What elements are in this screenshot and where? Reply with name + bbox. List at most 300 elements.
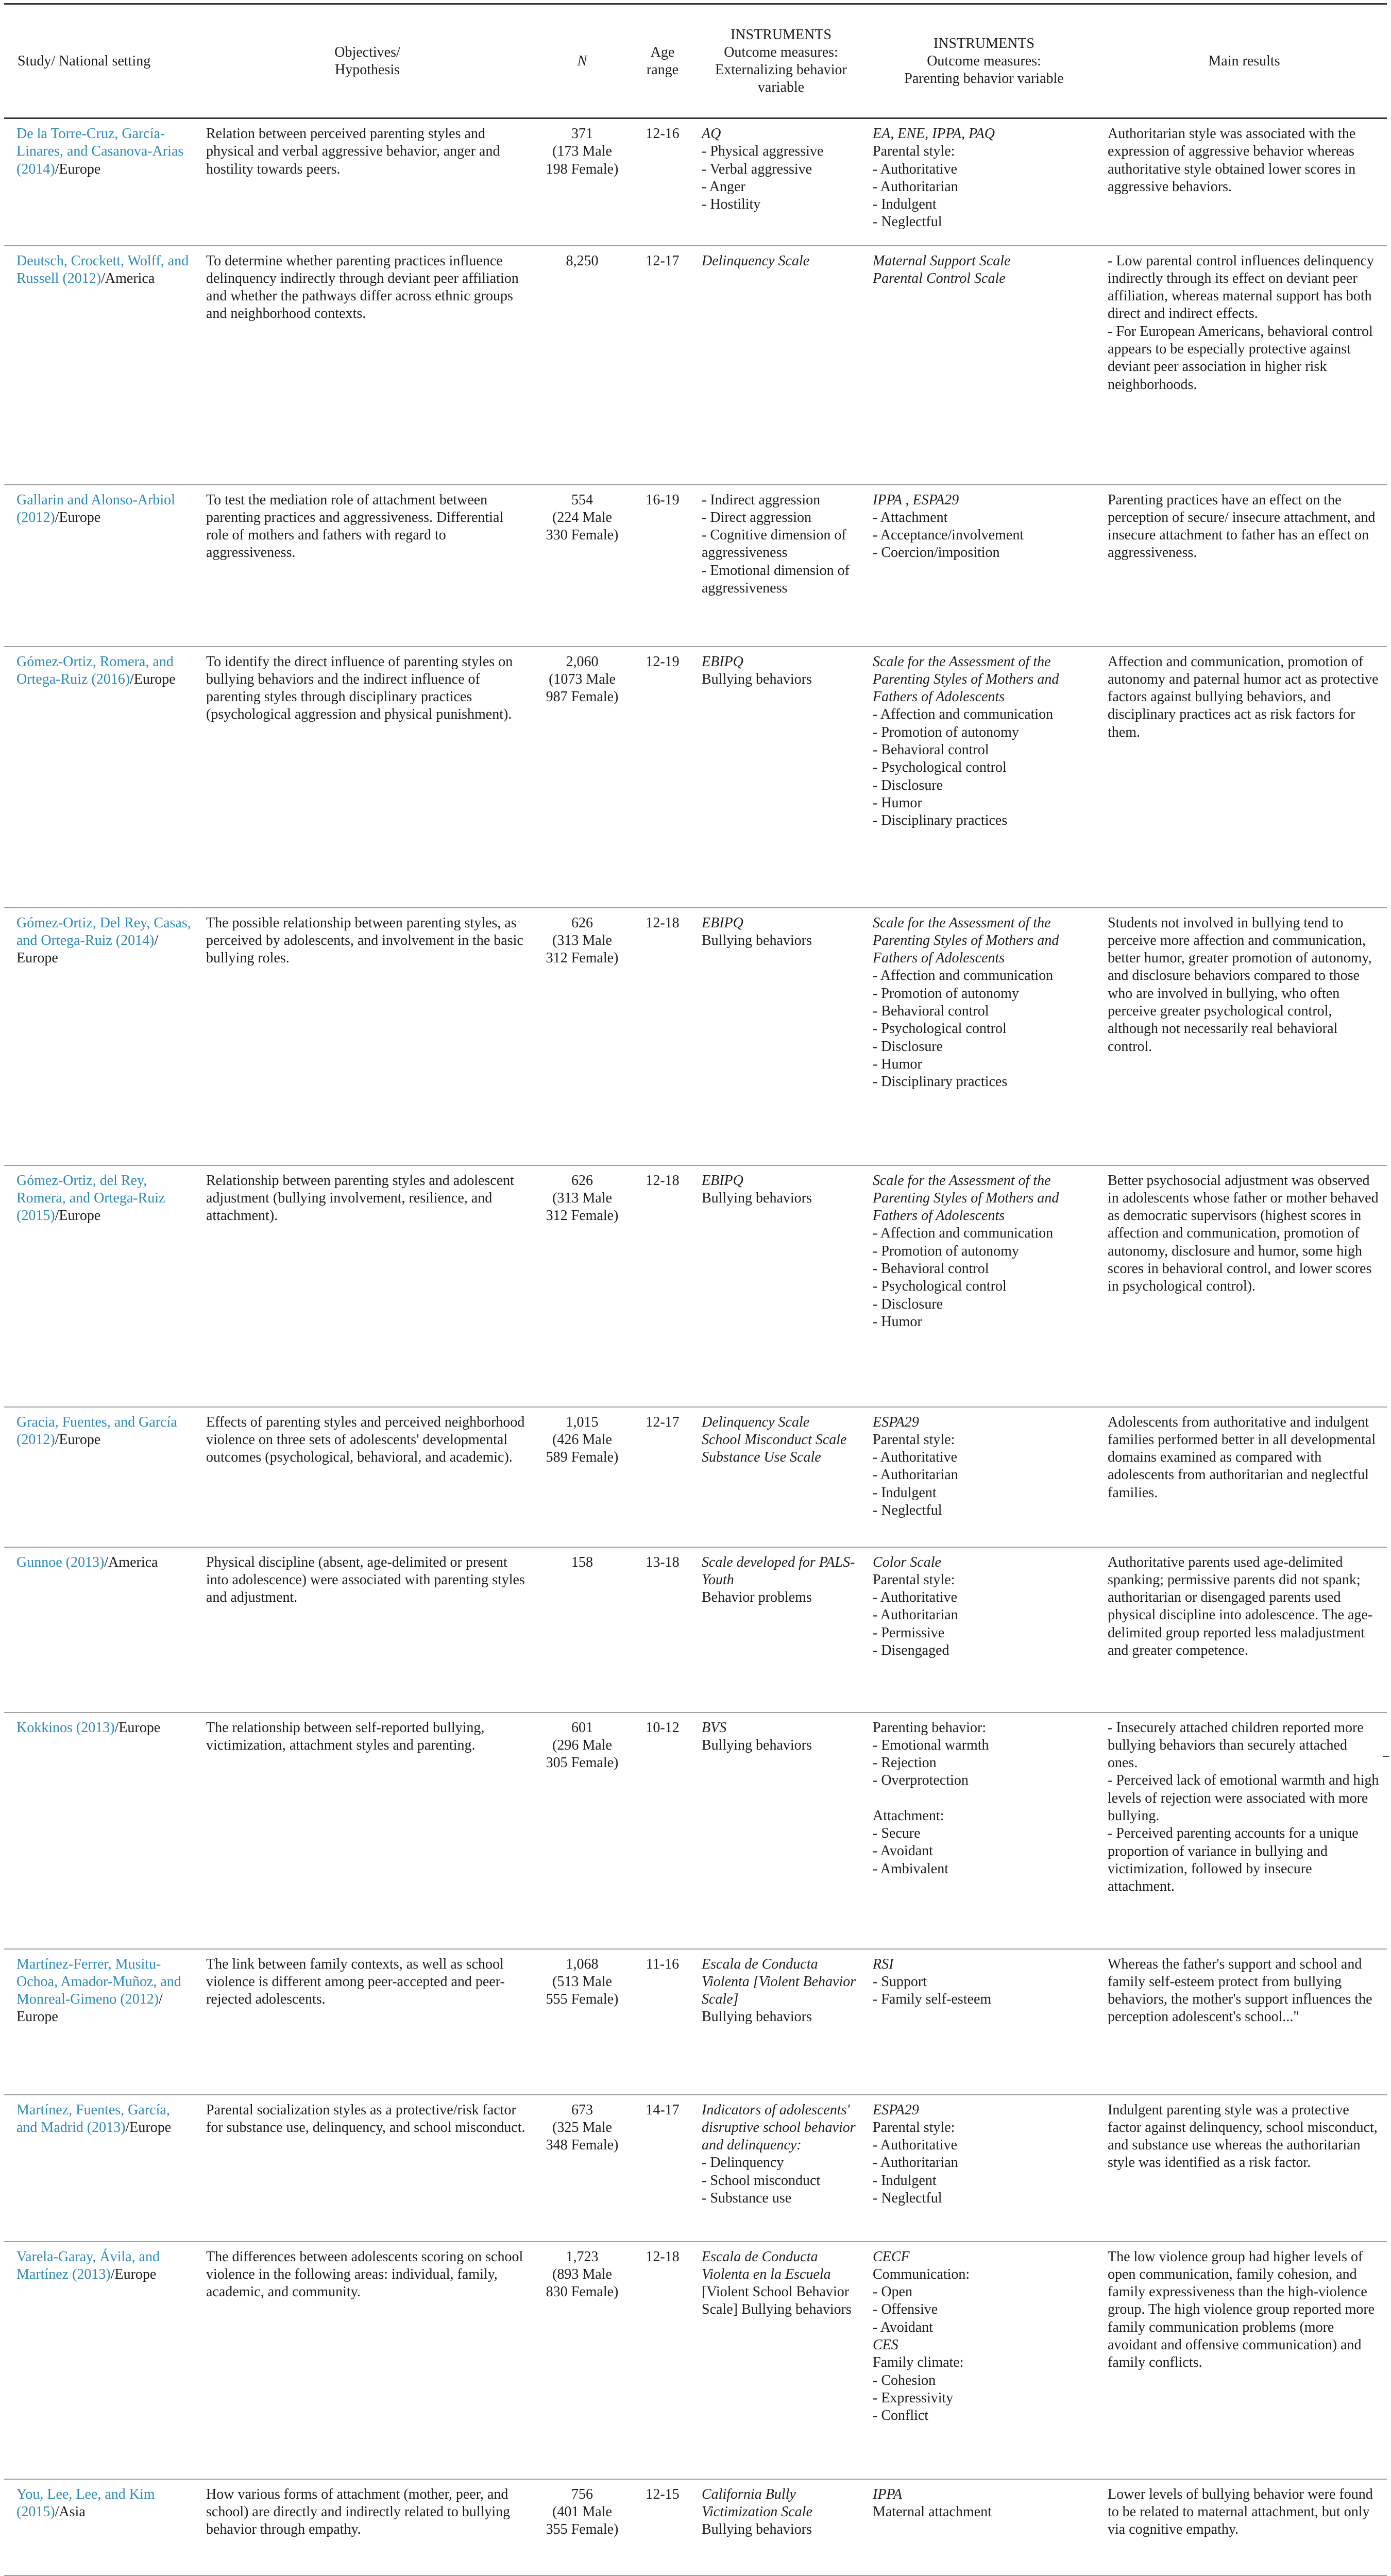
outcome-measure-line: - Anger	[702, 178, 745, 195]
parenting-measure-line: - Acceptance/involvement	[873, 527, 1024, 544]
parenting-measure-line: - Disclosure	[873, 1296, 943, 1312]
header-n: N	[535, 4, 630, 118]
outcome-measure-line: Escala de Conducta Violenta en la Escuela	[702, 2248, 831, 2282]
sample-size-cell	[535, 246, 630, 485]
main-result-paragraph: Parenting practices have an effect on the perception of secure/ insecure attachment, and insecure attachment to father has an effect on aggressiveness.	[1108, 492, 1376, 561]
objective-cell: Relationship between parenting styles and adolescent adjustment (bullying involvement, resilience, and attachment).	[200, 1165, 535, 1407]
header-parenting-line: Outcome measures:	[927, 53, 1041, 69]
outcome-measure-line: - Indirect aggression	[702, 492, 821, 508]
parenting-measure-line: IPPA , ESPA29	[873, 492, 959, 508]
outcome-measure-line: - Emotional dimension of aggressiveness	[702, 562, 850, 596]
sample-size-cell	[535, 908, 630, 1165]
outcome-measure-line: - School misconduct	[702, 2172, 821, 2189]
outcome-measures-cell	[696, 908, 867, 1165]
parenting-measure-line: IPPA	[873, 2486, 903, 2502]
age-range-cell: 12-19	[630, 647, 696, 908]
main-result-paragraph: Authoritarian style was associated with the expression of aggressive behavior whereas authoritative style obtained lower scores in aggressive behaviors.	[1108, 126, 1356, 195]
table-row	[4, 2479, 1387, 2575]
study-authors-link[interactable]: Gallarin and Alonso-Arbiol (2012)	[16, 492, 175, 526]
outcome-measure-line: School Misconduct Scale	[702, 1431, 847, 1448]
parenting-measure-line: - Authoritative	[873, 1589, 958, 1606]
study-authors-link[interactable]: Gunnoe (2013)	[16, 1554, 105, 1570]
main-results-cell	[1101, 246, 1387, 485]
parenting-measure-line: - Family self-esteem	[873, 1991, 992, 2008]
outcome-measure-line: EBIPQ	[702, 1172, 743, 1189]
sample-size-line: 198 Female)	[546, 161, 619, 177]
outcome-measure-line: EBIPQ	[702, 914, 743, 931]
parenting-measure-line: RSI	[873, 1956, 894, 1972]
main-result-paragraph: - Low parental control influences delinquency indirectly through its effect on deviant peer affiliation, whereas maternal support has both direct and indirect effects.	[1108, 252, 1375, 322]
study-cell	[4, 1165, 200, 1407]
main-results-cell	[1101, 908, 1387, 1165]
sample-size-line: 1,068	[566, 1956, 599, 1972]
main-results-cell	[1101, 2095, 1387, 2242]
parenting-measure-line: - Avoidant	[873, 1843, 933, 1859]
table-row	[4, 1713, 1387, 1949]
parenting-measure-line: - Disengaged	[873, 1642, 949, 1658]
parenting-measure-line: - Support	[873, 1973, 927, 1990]
sample-size-line: (893 Male	[552, 2266, 612, 2282]
objective-cell: The relationship between self-reported bullying, victimization, attachment styles and parenting.	[200, 1713, 535, 1949]
parenting-measure-line: - Neglectful	[873, 214, 942, 230]
parenting-measure-line: Scale for the Assessment of the Parenting Styles of Mothers and Fathers of Adolescents	[873, 1172, 1059, 1224]
parenting-measure-line: - Behavioral control	[873, 741, 989, 758]
parenting-measure-line: Color Scale	[873, 1554, 941, 1570]
main-results-cell	[1101, 1713, 1387, 1949]
sample-size-cell	[535, 1949, 630, 2095]
objective-cell: To determine whether parenting practices influence delinquency indirectly through deviant peer affiliation and whether the pathways differ across ethnic groups and neighborhood contexts.	[200, 246, 535, 485]
outcome-measure-line: Bullying behaviors	[702, 932, 812, 948]
sample-size-cell	[535, 2242, 630, 2479]
parenting-measure-line: - Promotion of autonomy	[873, 724, 1019, 740]
parenting-measure-line: EA, ENE, IPPA, PAQ	[873, 126, 995, 142]
outcome-measure-line: Behavior problems	[702, 1589, 812, 1606]
parenting-measure-line: - Attachment	[873, 509, 948, 526]
main-results-cell	[1101, 647, 1387, 908]
age-range-cell: 12-16	[630, 118, 696, 246]
study-authors-link[interactable]: Martínez-Ferrer, Musitu-Ochoa, Amador-Muñoz, and Monreal-Gimeno (2012)	[16, 1956, 181, 2008]
main-results-cell	[1101, 1547, 1387, 1713]
parenting-measure-line: - Expressivity	[873, 2389, 954, 2406]
header-parenting-measures	[867, 4, 1101, 118]
parenting-measure-line: Attachment:	[873, 1807, 944, 1824]
table-row	[4, 246, 1387, 485]
outcome-measure-line: Bullying behaviors	[702, 1190, 812, 1206]
objective-cell: To identify the direct influence of parenting styles on bullying behaviors and the indirect influence of parenting styles through disciplinary practices (psychological aggression and physical punishment).	[200, 647, 535, 908]
outcome-measures-cell	[696, 2479, 867, 2575]
sample-size-line: 1,015	[566, 1414, 599, 1430]
outcome-measure-line: EBIPQ	[702, 653, 743, 670]
sample-size-line: 371	[571, 126, 593, 142]
main-result-paragraph: Adolescents from authoritative and indulgent families performed better in all developmental domains examined as compared with adolescents from authoritarian and neglectful families.	[1108, 1414, 1376, 1501]
parenting-measure-line: - Promotion of autonomy	[873, 985, 1019, 1002]
parenting-measure-line: ESPA29	[873, 2102, 919, 2118]
sample-size-line: 830 Female)	[546, 2284, 619, 2300]
outcome-measure-line: Bullying behaviors	[702, 2521, 812, 2538]
age-range-cell: 14-17	[630, 2095, 696, 2242]
age-range-cell: 12-17	[630, 246, 696, 485]
outcome-measure-line: - Hostility	[702, 196, 761, 213]
main-results-cell	[1101, 485, 1387, 647]
header-objectives-line: Objectives/	[334, 44, 400, 60]
parenting-measure-line: ESPA29	[873, 1414, 919, 1430]
table-row	[4, 1165, 1387, 1407]
sample-size-cell	[535, 647, 630, 908]
studies-table-container	[4, 3, 1387, 2576]
parenting-measure-line: - Permissive	[873, 1624, 945, 1641]
parenting-measure-line: - Authoritarian	[873, 1467, 958, 1483]
study-region: /Europe	[55, 1431, 101, 1448]
header-outcome-measures	[696, 4, 867, 118]
age-range-cell: 12-18	[630, 1165, 696, 1407]
parenting-measure-line: - Promotion of autonomy	[873, 1243, 1019, 1259]
main-result-paragraph: Better psychosocial adjustment was observed in adolescents whose father or mother behaved as democratic supervisors (highest scores in affection and communication, promotion of autonomy, disclosure and humor, some high scores in behavioral control, and lower scores in psychological control).	[1108, 1172, 1379, 1295]
sample-size-line: (224 Male	[552, 509, 612, 526]
outcome-measure-line: Delinquency Scale	[702, 1414, 810, 1430]
table-body	[4, 118, 1387, 2575]
parenting-measure-line: Scale for the Assessment of the Parenting Styles of Mothers and Fathers of Adolescents	[873, 653, 1059, 705]
age-range-cell: 16-19	[630, 485, 696, 647]
parenting-measure-line: - Authoritative	[873, 2137, 958, 2154]
parenting-measure-line: - Behavioral control	[873, 1260, 989, 1277]
sample-size-line: 554	[571, 492, 593, 508]
sample-size-line: (426 Male	[552, 1431, 612, 1448]
age-range-cell: 12-15	[630, 2479, 696, 2575]
outcome-measures-cell	[696, 1547, 867, 1713]
objective-cell: Physical discipline (absent, age-delimited or present into adolescence) were associated with parenting styles and adjustment.	[200, 1547, 535, 1713]
study-authors-link[interactable]: Gracia, Fuentes, and García (2012)	[16, 1414, 177, 1448]
main-result-paragraph: Authoritative parents used age-delimited spanking; permissive parents did not spank; authoritarian or disengaged parents used physical discipline into adolescence. The age-delimited group reported less maladjustment and greater competence.	[1108, 1554, 1373, 1658]
study-cell	[4, 1547, 200, 1713]
sample-size-line: 987 Female)	[546, 689, 619, 705]
header-objectives-line: Hypothesis	[335, 61, 400, 78]
objective-cell: The possible relationship between parenting styles, as perceived by adolescents, and involvement in the basic bullying roles.	[200, 908, 535, 1165]
outcome-measures-cell	[696, 2095, 867, 2242]
sample-size-line: 756	[571, 2486, 593, 2502]
age-range-cell: 12-17	[630, 1407, 696, 1547]
outcome-measures-cell	[696, 1165, 867, 1407]
header-objectives	[200, 4, 535, 118]
parenting-measure-line: - Neglectful	[873, 2190, 942, 2206]
header-parenting-line: INSTRUMENTS	[933, 35, 1034, 52]
parenting-measure-line: - Disciplinary practices	[873, 1074, 1008, 1090]
outcome-measure-line: [Violent School Behavior Scale] Bullying behaviors	[702, 2284, 852, 2318]
sample-size-cell	[535, 118, 630, 246]
outcome-measures-cell	[696, 647, 867, 908]
sample-size-cell	[535, 1713, 630, 1949]
sample-size-line: (296 Male	[552, 1737, 612, 1753]
outcome-measure-line: - Cognitive dimension of aggressiveness	[702, 527, 846, 561]
outcome-measure-line: - Substance use	[702, 2190, 792, 2206]
sample-size-cell	[535, 1547, 630, 1713]
parenting-measure-line: CES	[873, 2336, 898, 2353]
sample-size-line: 158	[571, 1554, 593, 1570]
sample-size-line: 555 Female)	[546, 1991, 619, 2008]
outcome-measures-cell	[696, 1407, 867, 1547]
main-result-paragraph: - Insecurely attached children reported more bullying behaviors than securely attached ones.	[1108, 1719, 1364, 1771]
age-range-cell: 12-18	[630, 2242, 696, 2479]
study-cell	[4, 2242, 200, 2479]
parenting-measure-line: - Open	[873, 2284, 912, 2300]
parenting-measure-line: - Affection and communication	[873, 1225, 1054, 1242]
sample-size-line: 601	[571, 1719, 593, 1736]
sample-size-line: (313 Male	[552, 932, 612, 948]
parenting-measure-line: Parental style:	[873, 143, 955, 160]
outcome-measures-cell	[696, 246, 867, 485]
sample-size-line: (313 Male	[552, 1190, 612, 1206]
parenting-measure-line: - Affection and communication	[873, 968, 1054, 984]
study-authors-link[interactable]: You, Lee, Lee, and Kim (2015)	[16, 2486, 155, 2520]
main-result-paragraph: - Perceived parenting accounts for a unique proportion of variance in bullying and victimization, followed by insecure attachment.	[1108, 1825, 1359, 1895]
age-range-cell: 13-18	[630, 1547, 696, 1713]
parenting-measure-line: - Disciplinary practices	[873, 812, 1008, 829]
study-region: /Europe	[110, 2266, 157, 2282]
sample-size-line: 2,060	[566, 653, 599, 670]
parenting-measure-line: - Disclosure	[873, 777, 943, 793]
study-cell	[4, 647, 200, 908]
outcome-measures-cell	[696, 118, 867, 246]
study-region: /Asia	[55, 2503, 86, 2520]
parenting-measure-line: Parental style:	[873, 2119, 955, 2136]
header-parenting-line: Parenting behavior variable	[904, 70, 1064, 87]
parenting-measure-line: - Indulgent	[873, 196, 937, 213]
parenting-measure-line: - Disclosure	[873, 1038, 943, 1055]
header-outcome-line: Outcome measures:	[724, 44, 838, 60]
sample-size-line: 1,723	[566, 2248, 599, 2265]
objective-cell: How various forms of attachment (mother, peer, and school) are directly and indirectly related to bullying behavior through empathy.	[200, 2479, 535, 2575]
header-row	[4, 4, 1387, 118]
objective-cell: Effects of parenting styles and perceived neighborhood violence on three sets of adolescents' developmental outcomes (psychological, behavioral, and academic).	[200, 1407, 535, 1547]
studies-table	[4, 3, 1387, 2576]
parenting-measures-cell	[867, 118, 1101, 246]
sample-size-line: (1073 Male	[549, 671, 616, 687]
parenting-measures-cell	[867, 1407, 1101, 1547]
parenting-measure-line: - Indulgent	[873, 2172, 937, 2189]
sample-size-cell	[535, 2095, 630, 2242]
table-row	[4, 2242, 1387, 2479]
study-region: /America	[104, 1554, 158, 1570]
parenting-measure-line: - Avoidant	[873, 2319, 933, 2335]
study-authors-link[interactable]: Deutsch, Crockett, Wolff, and Russell (2012)	[16, 252, 189, 286]
study-region: /Europe	[55, 161, 101, 177]
table-row	[4, 647, 1387, 908]
table-row	[4, 908, 1387, 1165]
parenting-measure-line: - Authoritarian	[873, 2155, 958, 2171]
main-result-paragraph: Students not involved in bullying tend to perceive more affection and communication, better humor, greater promotion of autonomy, and disclosure behaviors compared to those who are involved in bullying, who often perceive greater psychological control, although not necessarily real behavioral control.	[1108, 914, 1372, 1055]
study-cell	[4, 1713, 200, 1949]
study-region: /Europe	[125, 2119, 172, 2136]
spacer	[873, 1790, 1095, 1807]
parenting-measures-cell	[867, 908, 1101, 1165]
parenting-measures-cell	[867, 1547, 1101, 1713]
parenting-measure-line: Parental style:	[873, 1431, 955, 1448]
main-result-paragraph: Indulgent parenting style was a protective factor against delinquency, school misconduct, and substance use whereas the authoritarian style was identified as a risk factor.	[1108, 2102, 1378, 2171]
parenting-measure-line: CECF	[873, 2248, 910, 2265]
parenting-measure-line: - Offensive	[873, 2301, 938, 2318]
table-row	[4, 485, 1387, 647]
objective-cell: Parental socialization styles as a protective/risk factor for substance use, delinquency, and school misconduct.	[200, 2095, 535, 2242]
parenting-measure-line: - Authoritarian	[873, 178, 958, 195]
sample-size-line: 355 Female)	[546, 2521, 619, 2538]
outcome-measure-line: Bullying behaviors	[702, 1737, 812, 1753]
objective-cell: Relation between perceived parenting styles and physical and verbal aggressive behavior, anger and hostility towards peers.	[200, 118, 535, 246]
study-cell	[4, 2095, 200, 2242]
main-results-cell	[1101, 1407, 1387, 1547]
sample-size-line: 348 Female)	[546, 2137, 619, 2154]
outcome-measures-cell	[696, 485, 867, 647]
parenting-measure-line: - Humor	[873, 794, 922, 811]
parenting-measure-line: - Authoritarian	[873, 1607, 958, 1623]
study-region: /Europe	[55, 1208, 101, 1224]
study-region: /Europe	[130, 671, 176, 687]
parenting-measure-line: Parental Control Scale	[873, 270, 1006, 286]
sample-size-cell	[535, 2479, 630, 2575]
sample-size-line: (401 Male	[552, 2503, 612, 2520]
outcome-measure-line: Escala de Conducta Violenta [Violent Behavior Scale]	[702, 1956, 856, 2008]
table-row	[4, 1407, 1387, 1547]
objective-cell: The link between family contexts, as well as school violence is different among peer-accepted and peer-rejected adolescents.	[200, 1949, 535, 2095]
main-result-paragraph: Whereas the father's support and school and family self-esteem protect from bullying behaviors, the mother's support influences the perception adolescent's school..."	[1108, 1956, 1372, 2025]
parenting-measures-cell	[867, 647, 1101, 908]
main-result-paragraph: - Perceived lack of emotional warmth and high levels of rejection were associated with more bullying.	[1108, 1772, 1379, 1824]
header-main-results: Main results	[1101, 4, 1387, 118]
main-results-cell	[1101, 1949, 1387, 2095]
outcome-measures-cell	[696, 2242, 867, 2479]
parenting-measures-cell	[867, 485, 1101, 647]
header-outcome-line: Externalizing behavior	[715, 61, 847, 78]
header-age-range: Age range	[630, 4, 696, 118]
sample-size-line: 626	[571, 914, 593, 931]
parenting-measure-line: - Cohesion	[873, 2372, 936, 2388]
outcome-measure-line: California Bully Victimization Scale	[702, 2486, 812, 2520]
main-result-paragraph: Lower levels of bullying behavior were found to be related to maternal attachment, but only via cognitive empathy.	[1108, 2486, 1373, 2538]
parenting-measure-line: - Emotional warmth	[873, 1737, 989, 1753]
parenting-measure-line: - Affection and communication	[873, 706, 1054, 723]
sample-size-line: 626	[571, 1172, 593, 1189]
study-authors-link[interactable]: Gómez-Ortiz, Romera, and Ortega-Ruiz (2016)	[16, 653, 174, 687]
parenting-measure-line: - Indulgent	[873, 1484, 937, 1501]
parenting-measure-line: - Psychological control	[873, 1278, 1007, 1295]
sample-size-line: 305 Female)	[546, 1755, 619, 1771]
main-result-paragraph: - For European Americans, behavioral control appears to be especially protective against deviant peer association in higher risk neighborhoods.	[1108, 323, 1373, 393]
header-outcome-line: INSTRUMENTS	[730, 26, 832, 43]
outcome-measure-line: - Physical aggressive	[702, 143, 824, 160]
study-region: / Europe	[16, 932, 159, 967]
study-cell	[4, 118, 200, 246]
outcome-measure-line: Bullying behaviors	[702, 671, 812, 687]
study-authors-link[interactable]: De la Torre-Cruz, García-Linares, and Casanova-Arias (2014)	[16, 126, 184, 177]
sample-size-cell	[535, 1407, 630, 1547]
study-authors-link[interactable]: Varela-Garay, Ávila, and Martínez (2013)	[16, 2248, 160, 2282]
header-outcome-line: variable	[757, 79, 805, 95]
objective-cell: To test the mediation role of attachment between parenting practices and aggressiveness. Differential role of mothers and fathers with regard to aggressiveness.	[200, 485, 535, 647]
parenting-measure-line: - Neglectful	[873, 1502, 942, 1518]
sample-size-cell	[535, 1165, 630, 1407]
header-study: Study/ National setting	[4, 4, 200, 118]
parenting-measure-line: - Rejection	[873, 1755, 937, 1771]
parenting-measures-cell	[867, 2095, 1101, 2242]
parenting-measure-line: Parenting behavior:	[873, 1719, 987, 1736]
edge-mark	[1383, 1756, 1389, 1757]
sample-size-line: (513 Male	[552, 1973, 612, 1990]
age-range-cell: 10-12	[630, 1713, 696, 1949]
parenting-measures-cell	[867, 2242, 1101, 2479]
objective-cell: The differences between adolescents scoring on school violence in the following areas: individual, family, academic, and community.	[200, 2242, 535, 2479]
sample-size-line: 673	[571, 2102, 593, 2118]
parenting-measures-cell	[867, 1713, 1101, 1949]
parenting-measure-line: Maternal Support Scale	[873, 252, 1011, 269]
parenting-measure-line: - Psychological control	[873, 1021, 1007, 1037]
parenting-measure-line: - Humor	[873, 1056, 922, 1072]
outcome-measure-line: - Delinquency	[702, 2155, 784, 2171]
sample-size-line: 8,250	[566, 252, 599, 269]
study-region: / Europe	[16, 1991, 163, 2025]
age-range-cell: 11-16	[630, 1949, 696, 2095]
parenting-measure-line: - Humor	[873, 1313, 922, 1330]
outcome-measure-line: Delinquency Scale	[702, 252, 810, 269]
parenting-measures-cell	[867, 246, 1101, 485]
study-cell	[4, 2479, 200, 2575]
main-result-paragraph: Affection and communication, promotion of autonomy and paternal humor act as protective factors against bullying behaviors, and disciplinary practices act as risk factors for them.	[1108, 653, 1379, 740]
study-cell	[4, 485, 200, 647]
age-range-cell: 12-18	[630, 908, 696, 1165]
parenting-measures-cell	[867, 1165, 1101, 1407]
parenting-measure-line: - Authoritative	[873, 161, 958, 177]
table-row	[4, 2095, 1387, 2242]
parenting-measure-line: - Coercion/imposition	[873, 545, 1000, 561]
outcome-measures-cell	[696, 1713, 867, 1949]
outcome-measure-line: - Verbal aggressive	[702, 161, 812, 177]
table-header	[4, 4, 1387, 118]
study-authors-link[interactable]: Martínez, Fuentes, García, and Madrid (2013)	[16, 2102, 170, 2136]
sample-size-line: 312 Female)	[546, 1208, 619, 1224]
main-result-paragraph: The low violence group had higher levels of open communication, family cohesion, and family expressiveness than the high-violence group. The high violence group reported more family communication problems (more avoidant and offensive communication) and family conflicts.	[1108, 2248, 1375, 2371]
parenting-measure-line: - Behavioral control	[873, 1003, 989, 1019]
parenting-measure-line: Parental style:	[873, 1571, 955, 1588]
study-authors-link[interactable]: Gómez-Ortiz, del Rey, Romera, and Ortega-Ruiz (2015)	[16, 1172, 165, 1224]
sample-size-cell	[535, 485, 630, 647]
table-row	[4, 118, 1387, 246]
parenting-measure-line: - Conflict	[873, 2408, 929, 2424]
parenting-measure-line: Maternal attachment	[873, 2503, 992, 2520]
study-cell	[4, 1949, 200, 2095]
parenting-measure-line: - Psychological control	[873, 759, 1007, 776]
parenting-measure-line: - Secure	[873, 1825, 921, 1841]
study-cell	[4, 908, 200, 1165]
study-cell	[4, 1407, 200, 1547]
study-region: /Europe	[114, 1719, 161, 1736]
outcome-measure-line: Indicators of adolescents' disruptive school behavior and delinquency:	[702, 2102, 856, 2154]
parenting-measure-line: - Overprotection	[873, 1772, 969, 1789]
parenting-measures-cell	[867, 2479, 1101, 2575]
table-row	[4, 1949, 1387, 2095]
main-results-cell	[1101, 1165, 1387, 1407]
sample-size-line: 330 Female)	[546, 527, 619, 544]
study-authors-link[interactable]: Gómez-Ortiz, Del Rey, Casas, and Ortega-Ruiz (2014)	[16, 914, 191, 948]
outcome-measure-line: BVS	[702, 1719, 727, 1736]
sample-size-line: 589 Female)	[546, 1449, 619, 1466]
outcome-measure-line: Substance Use Scale	[702, 1449, 821, 1466]
parenting-measure-line: - Authoritative	[873, 1449, 958, 1466]
sample-size-line: (173 Male	[552, 143, 612, 160]
parenting-measure-line: Communication:	[873, 2266, 970, 2282]
outcome-measure-line: - Direct aggression	[702, 509, 812, 526]
study-authors-link[interactable]: Kokkinos (2013)	[16, 1719, 115, 1736]
table-row	[4, 1547, 1387, 1713]
parenting-measure-line: Scale for the Assessment of the Parenting Styles of Mothers and Fathers of Adolescents	[873, 914, 1059, 967]
study-cell	[4, 246, 200, 485]
sample-size-line: 312 Female)	[546, 950, 619, 967]
